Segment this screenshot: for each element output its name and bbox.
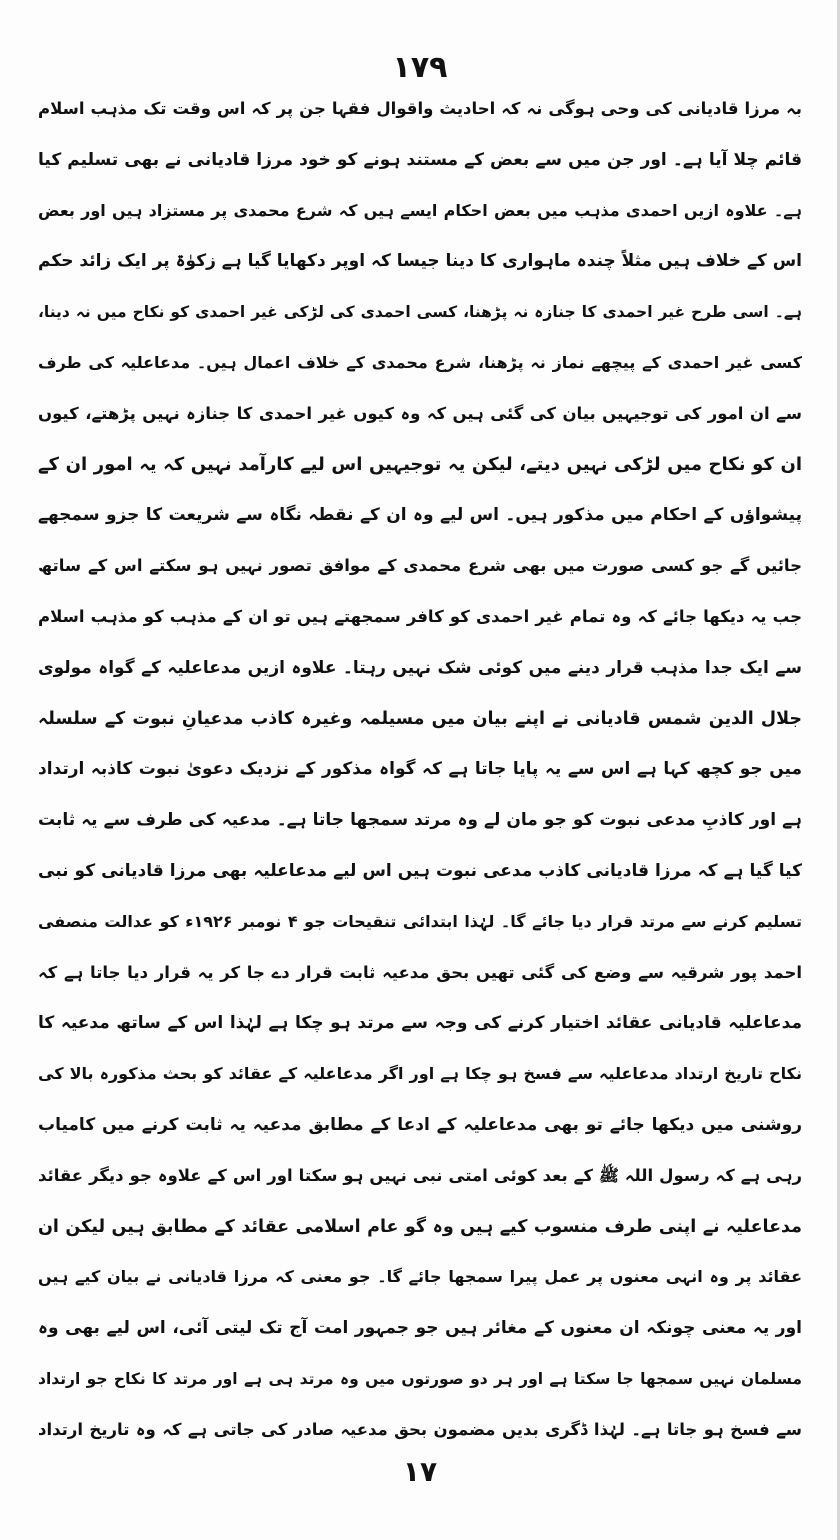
- page-number-top: ۱۷۹: [392, 50, 448, 85]
- text-line: جلال الدین شمس قادیانی نے اپنے بیان میں مسیلمہ وغیرہ کاذب مدعیانِ نبوت کے سلسلہ: [38, 708, 802, 729]
- text-line: ہے۔ اسی طرح غیر احمدی کا جنازہ نہ پڑھنا، کسی احمدی کی لڑکی غیر احمدی کو نکاح میں نہ دینا،: [38, 303, 802, 322]
- text-line: کیا گیا ہے کہ مرزا قادیانی کاذب مدعی نبوت ہیں اس لیے مدعاعلیہ بھی مرزا قادیانی کو نبی: [38, 860, 802, 881]
- text-line: مدعاعلیہ قادیانی عقائد اختیار کرنے کی وجہ سے مرتد ہو چکا ہے لہٰذا اس کے ساتھ مدعیہ کا: [38, 1013, 802, 1034]
- text-line: احمد پور شرقیہ سے وضع کی گئی تھیں بحق مدعیہ ثابت قرار دے جا کر یہ قرار دیا جاتا ہے کہ: [38, 962, 802, 982]
- text-line: تسلیم کرنے سے مرتد قرار دیا جائے گا۔ لہٰذا ابتدائی تنقیحات جو ۴ نومبر ۱۹۲۶ء کو عدالت منصفی: [38, 911, 802, 931]
- body-text: [38, 84, 802, 1456]
- text-line: کسی غیر احمدی کے پیچھے نماز نہ پڑھنا، شرع محمدی کے خلاف اعمال ہیں۔ مدعاعلیہ کی طرف: [38, 352, 802, 372]
- text-line: بہ مرزا قادیانی کی وحی ہوگی نہ کہ احادیث واقوال فقہا جن پر کہ اس وقت تک مذہب اسلام: [38, 99, 802, 118]
- text-line: روشنی میں دیکھا جائے تو بھی مدعاعلیہ کے ادعا کے مطابق مدعیہ یہ ثابت کرنے میں کامیاب: [38, 1114, 802, 1135]
- text-line: اور یہ معنی چونکہ ان معنوں کے مغائر ہیں جو جمہور امت آج تک لیتی آئی، اس لیے بھی وہ: [38, 1318, 802, 1339]
- text-line: پیشواؤں کے احکام میں مذکور ہیں۔ اس لیے وہ ان کے نقطہ نگاہ سے شریعت کا جزو سمجھے: [38, 505, 802, 526]
- text-line: جب یہ دیکھا جائے کہ وہ تمام غیر احمدی کو کافر سمجھتے ہیں تو ان کے مذہب کو مذہب اسلام: [38, 606, 802, 626]
- page-number-bottom: ۱۷: [402, 1455, 438, 1488]
- text-line: ہے اور کاذبِ مدعی نبوت کو جو مان لے وہ مرتد سمجھا جاتا ہے۔ مدعیہ کی طرف سے یہ ثابت: [38, 810, 802, 831]
- text-line: جائیں گے جو کسی صورت میں بھی شرع محمدی کے موافق تصور نہیں ہو سکتے اس کے ساتھ: [38, 556, 802, 576]
- text-line: سے ان امور کی توجیہیں بیان کی گئی ہیں کہ وہ کیوں غیر احمدی کا جنازہ نہیں پڑھتے، کیوں: [38, 403, 802, 423]
- text-line: عقائد پر وہ انہی معنوں پر عمل پیرا سمجھا جائے گا۔ جو معنی کہ مرزا قادیانی نے بیان کیے ہیں: [38, 1267, 802, 1287]
- text-line: ان کو نکاح میں لڑکی نہیں دیتے، لیکن یہ توجیہیں اس لیے کارآمد نہیں کہ یہ امور ان کے: [38, 453, 802, 475]
- text-line: میں جو کچھ کہا ہے اس سے یہ پایا جاتا ہے کہ گواہ مذکور کے نزدیک دعویٰ نبوت کاذبہ ارتداد: [38, 759, 802, 780]
- text-line: ہے۔ علاوہ ازیں احمدی مذہب میں بعض احکام ایسے ہیں کہ شرع محمدی پر مستزاد ہیں اور بعض: [38, 200, 802, 220]
- text-line: اس کے خلاف ہیں مثلاً چندہ ماہواری کا دینا جیسا کہ اوپر دکھایا گیا ہے زکوٰۃ پر ایک زائد حکم: [38, 251, 802, 272]
- text-line: مسلمان نہیں سمجھا جا سکتا ہے اور ہر دو صورتوں میں وہ مرتد ہی ہے اور مرتد کا نکاح جو ارتداد: [38, 1369, 802, 1388]
- text-line: سے ایک جدا مذہب قرار دینے میں کوئی شک نہیں رہتا۔ علاوہ ازیں مدعاعلیہ کے گواہ مولوی: [38, 657, 802, 678]
- text-line: رہی ہے کہ رسول اللہ ﷺ کے بعد کوئی امتی نبی نہیں ہو سکتا اور اس کے علاوہ جو دیگر عقائد: [38, 1165, 802, 1185]
- text-line: سے فسخ ہو جاتا ہے۔ لہٰذا ڈگری بدیں مضمون بحق مدعیہ صادر کی جاتی ہے کہ وہ تاریخ ارتداد: [38, 1419, 802, 1439]
- text-line: نکاح تاریخ ارتداد مدعاعلیہ سے فسخ ہو چکا ہے اور اگر مدعاعلیہ کے عقائد کو بحث مذکورہ بالا کی: [38, 1064, 802, 1084]
- text-line: مدعاعلیہ نے اپنی طرف منسوب کیے ہیں وہ گو عام اسلامی عقائد کے مطابق ہیں لیکن ان: [38, 1216, 802, 1237]
- text-line: قائم چلا آیا ہے۔ اور جن میں سے بعض کے مستند ہونے کو خود مرزا قادیانی نے بھی تسلیم کیا: [38, 149, 802, 170]
